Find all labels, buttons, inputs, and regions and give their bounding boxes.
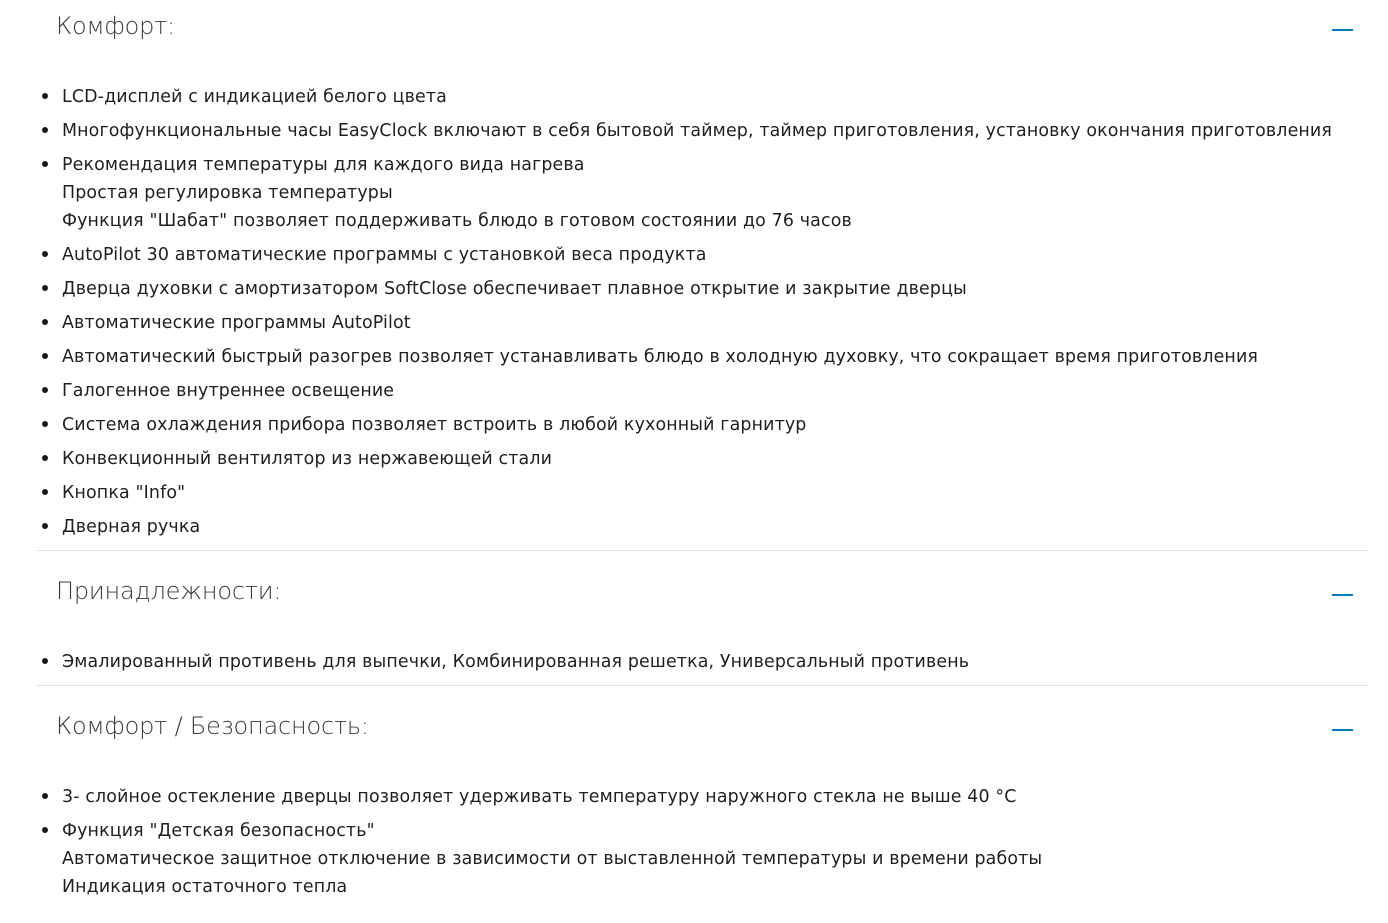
list-item-text: Автоматические программы AutoPilot	[62, 313, 411, 333]
section-title: Комфорт / Безопасность:	[56, 712, 369, 740]
section-divider	[37, 685, 1368, 686]
list-item-text: AutoPilot 30 автоматические программы с установкой веса продукта	[62, 245, 707, 265]
list-item-text: Эмалированный противень для выпечки, Комбинированная решетка, Универсальный противень	[62, 652, 970, 672]
bullet-icon	[42, 793, 48, 799]
list-item	[37, 817, 1368, 901]
list-item	[37, 377, 1368, 405]
list-item-text: 3- слойное остекление дверцы позволяет удерживать температуру наружного стекла не выше 40 °C	[62, 787, 1017, 807]
list-item-text: Дверная ручка	[62, 517, 201, 537]
bullet-icon	[42, 455, 48, 461]
list-item	[37, 411, 1368, 439]
section-comfort	[37, 0, 1368, 541]
list-item	[37, 479, 1368, 507]
list-item-text: Рекомендация температуры для каждого вида нагрева	[62, 155, 585, 175]
list-item-text: Кнопка "Info"	[62, 483, 186, 503]
list-item-text: Функция "Шабат" позволяет поддерживать блюдо в готовом состоянии до 76 часов	[62, 211, 852, 231]
section-comfort-safety	[37, 700, 1368, 901]
list-item-text: Конвекционный вентилятор из нержавеющей стали	[62, 449, 553, 469]
section-comfort-header[interactable]	[37, 0, 1368, 62]
section-title: Принадлежности:	[56, 577, 282, 605]
list-item	[37, 513, 1368, 541]
bullet-icon	[42, 251, 48, 257]
bullet-icon	[42, 353, 48, 359]
list-item	[37, 275, 1368, 303]
bullet-icon	[42, 161, 48, 167]
section-title: Комфорт:	[56, 12, 176, 40]
list-item-text: LCD-дисплей с индикацией белого цвета	[62, 87, 447, 107]
list-item	[37, 309, 1368, 337]
feature-list	[37, 783, 1368, 901]
section-comfort-safety-header[interactable]	[37, 700, 1368, 762]
list-item	[37, 445, 1368, 473]
bullet-icon	[42, 421, 48, 427]
bullet-icon	[42, 93, 48, 99]
list-item-text: Индикация остаточного тепла	[62, 877, 348, 897]
list-item	[37, 117, 1368, 145]
list-item	[37, 783, 1368, 811]
bullet-icon	[42, 127, 48, 133]
section-accessories-header[interactable]	[37, 565, 1368, 627]
list-item-text: Дверца духовки с амортизатором SoftClose обеспечивает плавное открытие и закрытие дверцы	[62, 279, 967, 299]
bullet-icon	[42, 827, 48, 833]
list-item-text: Многофункциональные часы EasyClock включают в себя бытовой таймер, таймер приготовления, установку окончания приготовления	[62, 121, 1333, 141]
minus-icon[interactable]	[1332, 594, 1353, 596]
list-item	[37, 648, 1368, 676]
bullet-icon	[42, 658, 48, 664]
minus-icon[interactable]	[1332, 729, 1353, 731]
feature-list	[37, 83, 1368, 541]
list-item-text: Система охлаждения прибора позволяет встроить в любой кухонный гарнитур	[62, 415, 807, 435]
feature-list	[37, 648, 1368, 676]
list-item	[37, 343, 1368, 371]
list-item-text: Простая регулировка температуры	[62, 183, 393, 203]
bullet-icon	[42, 387, 48, 393]
list-item-text: Галогенное внутреннее освещение	[62, 381, 395, 401]
bullet-icon	[42, 319, 48, 325]
minus-icon[interactable]	[1332, 29, 1353, 31]
list-item	[37, 241, 1368, 269]
bullet-icon	[42, 285, 48, 291]
section-divider	[37, 550, 1368, 551]
list-item	[37, 83, 1368, 111]
section-accessories	[37, 565, 1368, 676]
list-item-text: Автоматическое защитное отключение в зависимости от выставленной температуры и времени работы	[62, 849, 1043, 869]
bullet-icon	[42, 489, 48, 495]
list-item-text: Функция "Детская безопасность"	[62, 821, 375, 841]
bullet-icon	[42, 523, 48, 529]
list-item-text: Автоматический быстрый разогрев позволяет устанавливать блюдо в холодную духовку, что сокращает время приготовления	[62, 347, 1259, 367]
list-item	[37, 151, 1368, 235]
